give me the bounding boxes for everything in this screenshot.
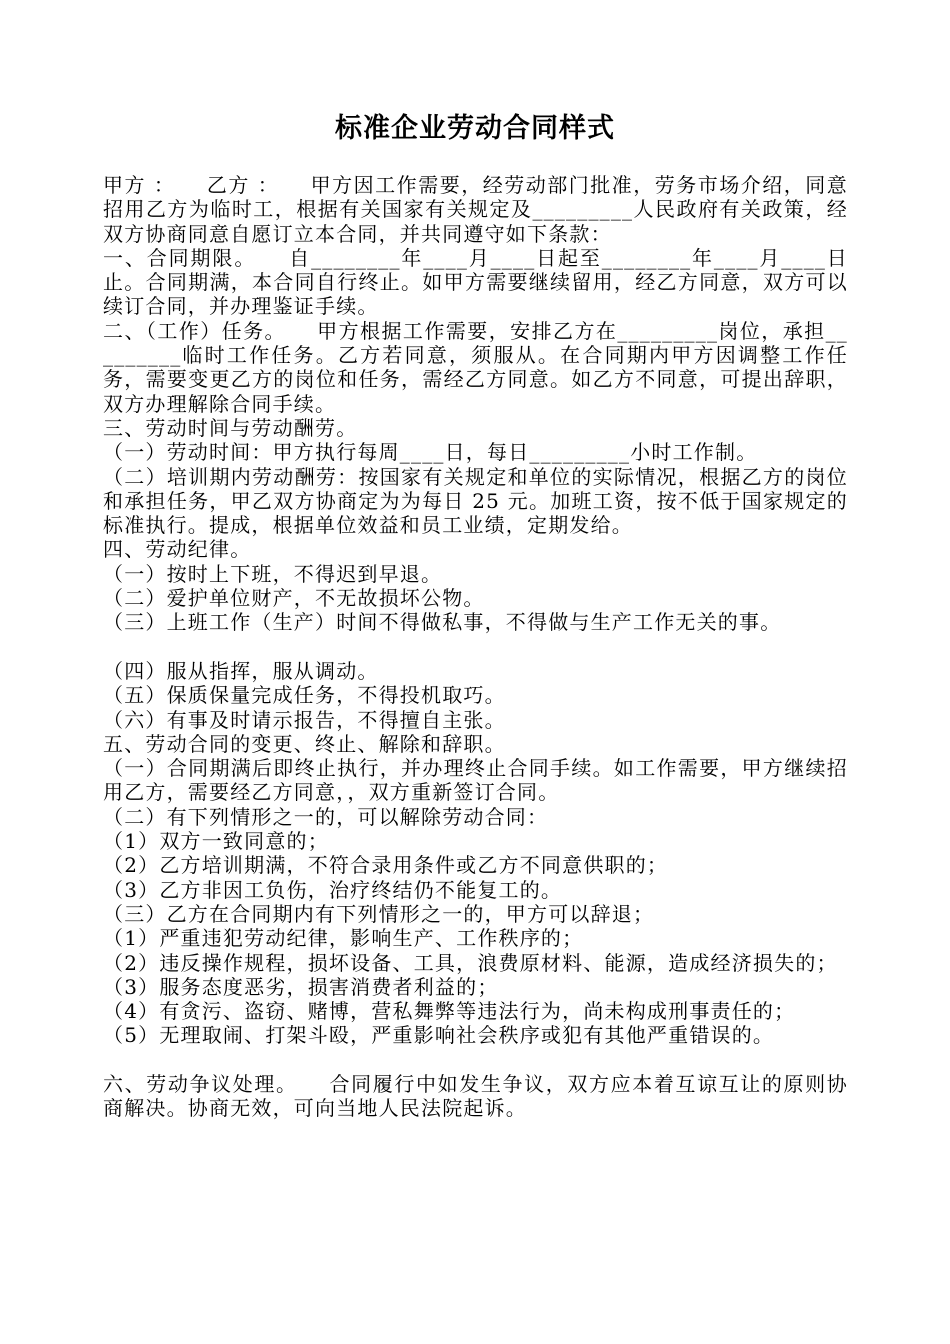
- paragraph-term: 一、合同期限。 自________年____月____日起至________年____月____日止。合同期满，本合同自行终止。如甲方需要继续留用，经乙方同意，双方可以续订合同，并办理鉴证手续。: [103, 245, 848, 319]
- list-item: （1）双方一致同意的；: [103, 829, 329, 854]
- paragraph-intro: 甲方 ： 乙方 ： 甲方因工作需要，经劳动部门批准，劳务市场介绍，同意招用乙方为临时工，根据有关国家有关规定及_________人民政府有关政策，经双方协商同意自愿订立本合同，并共同遵守如下条款：: [103, 173, 848, 246]
- list-item: （2）乙方培训期满，不符合录用条件或乙方不同意供职的；: [103, 853, 669, 878]
- list-item: （五）保质保量完成任务，不得投机取巧。: [103, 683, 506, 708]
- list-item: （2）违反操作规程，损坏设备、工具，浪费原材料、能源，造成经济损失的；: [103, 950, 838, 975]
- list-item: （二）爱护单位财产，不无故损坏公物。: [103, 586, 485, 611]
- section-heading-termination: 五、劳动合同的变更、终止、解除和辞职。: [103, 731, 506, 756]
- blank-line: [103, 1048, 848, 1072]
- section-heading-discipline: 四、劳动纪律。: [103, 537, 252, 562]
- document-body: [103, 173, 848, 1121]
- document-title: 标准企业劳动合同样式: [335, 113, 615, 144]
- paragraph-dispute: 六、劳动争议处理。 合同履行中如发生争议，双方应本着互谅互让的原则协商解决。协商无效，可向当地人民法院起诉。: [103, 1071, 848, 1121]
- list-item: （3）服务态度恶劣，损害消费者利益的；: [103, 974, 499, 999]
- list-item: （4）有贪污、盗窃、赌博，营私舞弊等违法行为，尚未构成刑事责任的；: [103, 999, 796, 1024]
- list-item: （3）乙方非因工负伤，治疗终结仍不能复工的。: [103, 877, 563, 902]
- paragraph-task: 二、（工作）任务。 甲方根据工作需要，安排乙方在_________岗位，承担_________临时工作任务。乙方若同意，须服从。在合同期内甲方因调整工作任务，需要变更乙方的岗位和任务，需经乙方同意。如乙方不同意，可提出辞职，双方办理解除合同手续。: [103, 318, 848, 416]
- list-item: （六）有事及时请示报告，不得擅自主张。: [103, 707, 506, 732]
- blank-line: [103, 635, 848, 659]
- list-item: （5）无理取闹、打架斗殴，严重影响社会秩序或犯有其他严重错误的。: [103, 1023, 775, 1048]
- list-item: （四）服从指挥，服从调动。: [103, 658, 379, 683]
- section-heading-hours: 三、劳动时间与劳动酬劳。: [103, 415, 358, 440]
- list-item: （一）合同期满后即终止执行，并办理终止合同手续。如工作需要，甲方继续招用乙方，需要经乙方同意，，双方重新签订合同。: [103, 756, 848, 805]
- list-item: （二）有下列情形之一的，可以解除劳动合同：: [103, 804, 549, 829]
- list-item: （一）按时上下班，不得迟到早退。: [103, 561, 443, 586]
- paragraph-hours: （一）劳动时间：甲方执行每周____日，每日_________小时工作制。: [103, 440, 758, 465]
- list-item: （1）严重违犯劳动纪律，影响生产、工作秩序的；: [103, 926, 584, 951]
- paragraph-pay: （二）培训期内劳动酬劳：按国家有关规定和单位的实际情况，根据乙方的岗位和承担任务，甲乙双方协商定为为每日 25 元。加班工资，按不低于国家规定的标准执行。提成，根据单位效益和员工业绩，定期发给。: [103, 464, 848, 538]
- list-item: （三）上班工作（生产）时间不得做私事，不得做与生产工作无关的事。: [103, 610, 782, 635]
- list-item: （三）乙方在合同期内有下列情形之一的，甲方可以辞退；: [103, 901, 655, 926]
